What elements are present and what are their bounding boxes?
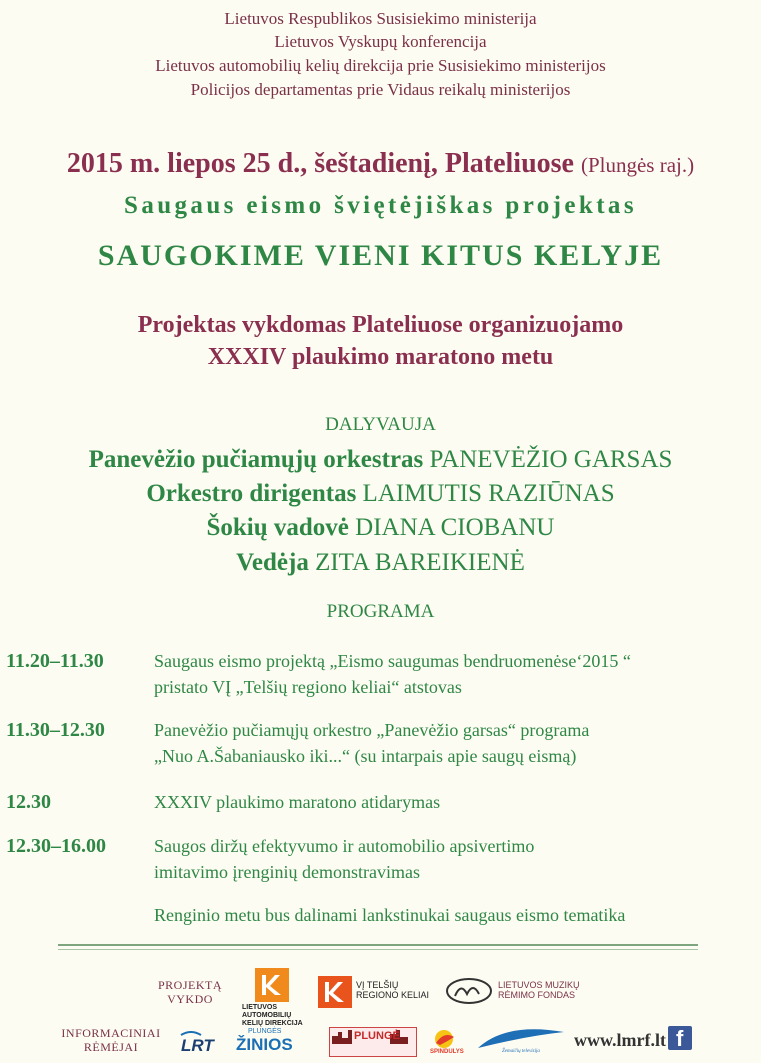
program-text-line1: XXXIV plaukimo maratono atidarymas [154,792,441,812]
program-note: Renginio metu bus dalinami lankstinukai saugaus eismo tematika [154,905,626,925]
zinios-top-text: PLUNGĖS [248,1028,282,1035]
organizer-line: Lietuvos Vyskupų konferencija [274,32,487,51]
telsiu-keliai-logo-icon [318,976,352,1008]
program-text-line1: Panevėžio pučiamųjų orkestro „Panevėžio garsas“ programa [154,720,590,740]
date-place-text: 2015 m. liepos 25 d., šeštadienį, Plateliuose [66,148,574,179]
participant-line [0,549,761,577]
participant-role: Vedėja [236,549,309,576]
program-time: 11.20–11.30 [6,650,104,672]
program-text-line1: Saugaus eismo projektą „Eismo saugumas bendruomenėse‘2015 “ [154,651,631,671]
participant-name: LAIMUTIS RAZIŪNAS [362,480,615,507]
lmrf-logo-text [498,980,608,1000]
participants-heading: DALYVAUJA [325,414,436,435]
project-slogan: SAUGOKIME VIENI KITUS KELYJE [97,239,664,272]
lmrf-line: RĖMIMO FONDAS [498,990,576,1000]
lrt-text: LRT [181,1036,214,1055]
program-text-line2: pristato VĮ „Telšių regiono keliai“ atstovas [154,677,462,697]
participant-role: Panevėžio pučiamųjų orkestras [88,446,424,473]
lakd-logo-text [242,1004,304,1028]
participant-name: ZITA BAREIKIENĖ [315,549,525,576]
program-time: 12.30 [6,791,51,813]
project-type: Saugaus eismo šviętėjiškas projektas [124,192,637,219]
plunge-text: PLUNGĖ [354,1030,400,1042]
event-date-place [0,148,761,180]
lrt-logo-icon [179,1031,225,1055]
lakd-logo-icon [255,968,289,1002]
participant-line [0,446,761,474]
context-line: XXXIV plaukimo maratono metu [207,344,554,370]
zemaiciu-tv-logo [476,1026,566,1058]
executors-label-line: PROJEKTĄ [157,978,222,992]
lakd-line: KELIŲ DIREKCIJA [242,1020,303,1027]
lmrf-logo-icon [445,976,493,1006]
telsiu-keliai-text [356,980,436,1000]
executors-label [150,978,230,1006]
website-link[interactable]: www.lmrf.lt [574,1030,666,1050]
participant-line [0,514,761,542]
participant-role: Šokių vadovė [206,514,349,541]
context-line: Projektas vykdomas Plateliuose organizuojamo [137,312,624,338]
trk-line: REGIONO KELIAI [356,990,430,1000]
district-text: (Plungės raj.) [580,153,695,177]
sponsors-label [52,1026,170,1054]
plunges-zinios-logo [236,1028,306,1056]
facebook-glyph: f [676,1026,684,1051]
lakd-line: LIETUVOS AUTOMOBILIŲ [242,1004,292,1019]
zinios-text: ŽINIOS [236,1035,293,1054]
facebook-icon[interactable] [668,1026,692,1050]
footer-divider [58,944,698,946]
zemaiciu-text: Žemaičių televizija [502,1049,540,1054]
participant-name: PANEVĖŽIO GARSAS [429,446,673,473]
spindulys-logo [430,1029,464,1057]
participant-name: DIANA CIOBANU [355,514,555,541]
program-text-line1: Saugos diržų efektyvumo ir automobilio apsivertimo [154,836,535,856]
program-heading: PROGRAMA [326,601,435,622]
executors-label-line: VYKDO [167,992,213,1006]
sponsors-label-line: INFORMACINIAI [61,1026,161,1040]
footer-divider-thin [58,949,698,950]
participant-line [0,480,761,508]
organizer-line: Lietuvos automobilių kelių direkcija prie Susisiekimo ministerijos [155,56,606,75]
sponsors-label-line: RĖMĖJAI [83,1040,139,1054]
program-time: 11.30–12.30 [6,719,105,741]
trk-line: VĮ TELŠIŲ [356,980,399,990]
program-text-line2: imitavimo įrenginių demonstravimas [154,862,420,882]
participant-role: Orkestro dirigentas [146,480,357,507]
lmrf-line: LIETUVOS MUZIKŲ [498,980,580,990]
plunge-city-logo [329,1027,417,1057]
program-time: 12.30–16.00 [6,835,106,857]
organizer-line: Policijos departamentas prie Vidaus reikalų ministerijos [190,80,571,99]
program-text-line2: „Nuo A.Šabaniausko iki...“ (su intarpais apie saugų eismą) [154,746,577,766]
spindulys-text: SPINDULYS [430,1049,464,1055]
organizer-line: Lietuvos Respublikos Susisiekimo ministerija [224,9,537,28]
